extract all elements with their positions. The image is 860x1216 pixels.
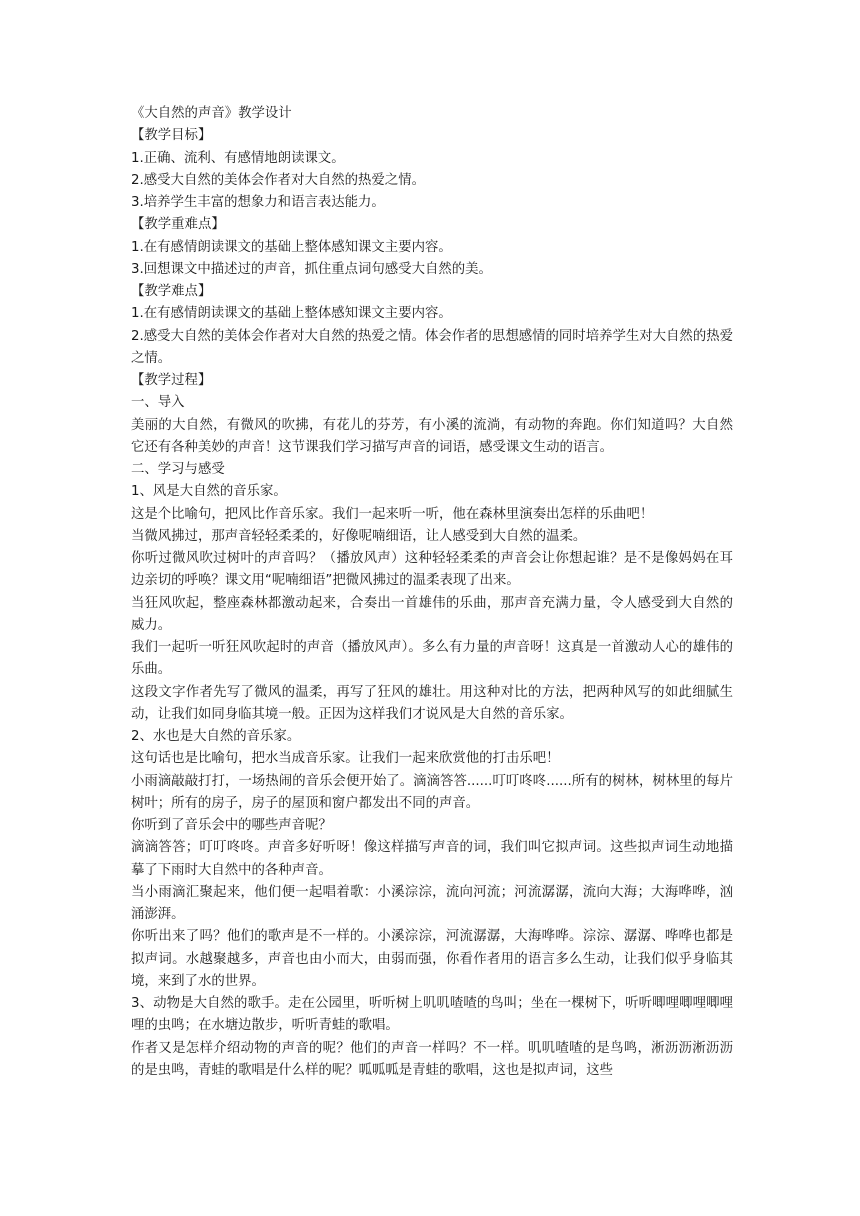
document-paragraph: 你听出来了吗？他们的歌声是不一样的。小溪淙淙，河流潺潺，大海哗哗。淙淙、潺潺、哗哗也都是拟声词。水越聚越多，声音也由小而大，由弱而强，你看作者用的语言多么生动，让我们似乎身临其境，来到了水的世界。 [131,929,733,989]
document-paragraph: 你听过微风吹过树叶的声音吗？（播放风声）这种轻轻柔柔的声音会让你想起谁？是不是像妈妈在耳边亲切的呼唤？课文用“呢喃细语”把微风拂过的温柔表现了出来。 [131,551,733,589]
document-paragraph: 这段文字作者先写了微风的温柔，再写了狂风的雄壮。用这种对比的方法，把两种风写的如此细腻生动，让我们如同身临其境一般。正因为这样我们才说风是大自然的音乐家。 [131,684,733,722]
document-paragraph: 2.感受大自然的美体会作者对大自然的热爱之情。体会作者的思想感情的同时培养学生对大自然的热爱之情。 [131,328,733,366]
document-paragraph: 【教学重难点】 [131,217,225,233]
document-paragraph: 小雨滴敲敲打打，一场热闹的音乐会便开始了。滴滴答答......叮叮咚咚......所有的树林，树林里的每片树叶；所有的房子，房子的屋顶和窗户都发出不同的声音。 [131,773,733,811]
document-title: 《大自然的声音》教学设计 [131,106,292,121]
document-paragraph: 你听到了音乐会中的哪些声音呢？ [131,818,332,833]
document-paragraph: 【教学难点】 [131,284,212,299]
document-paragraph: 二、学习与感受 [131,462,225,477]
document-paragraph: 1.正确、流利、有感情地朗读课文。 [131,150,345,166]
document-page [131,103,733,1082]
document-paragraph: 1.在有感情朗读课文的基础上整体感知课文主要内容。 [131,239,452,255]
document-paragraph: 这句话也是比喻句，把水当成音乐家。让我们一起来欣赏他的打击乐吧！ [131,751,560,767]
document-paragraph: 当狂风吹起，整座森林都激动起来，合奏出一首雄伟的乐曲，那声音充满力量，令人感受到大自然的威力。 [131,595,733,633]
document-paragraph: 滴滴答答；叮叮咚咚。声音多好听呀！像这样描写声音的词，我们叫它拟声词。这些拟声词生动地描摹了下雨时大自然中的各种声音。 [131,840,733,878]
document-paragraph: 当小雨滴汇聚起来，他们便一起唱着歌：小溪淙淙，流向河流；河流潺潺，流向大海；大海哗哗，汹涌澎湃。 [131,884,733,922]
document-paragraph: 【教学过程】 [131,373,212,388]
document-paragraph: 【教学目标】 [131,128,212,144]
document-paragraph: 3、动物是大自然的歌手。走在公园里，听听树上叽叽喳喳的鸟叫；坐在一棵树下，听听唧哩唧哩唧哩哩的虫鸣；在水塘边散步，听听青蛙的歌唱。 [131,996,733,1034]
document-paragraph: 3.培养学生丰富的想象力和语言表达能力。 [131,195,385,210]
document-paragraph: 2、水也是大自然的音乐家。 [131,729,301,744]
document-paragraph: 作者又是怎样介绍动物的声音的呢？他们的声音一样吗？不一样。叽叽喳喳的是鸟鸣，淅沥沥淅沥沥的是虫鸣，青蛙的歌唱是什么样的呢？呱呱呱是青蛙的歌唱，这也是拟声词，这些 [131,1040,733,1078]
document-body [131,125,733,1082]
document-paragraph: 3.回想课文中描述过的声音，抓住重点词句感受大自然的美。 [131,261,492,277]
document-paragraph: 1、风是大自然的音乐家。 [131,484,287,500]
document-paragraph: 2.感受大自然的美体会作者对大自然的热爱之情。 [131,172,425,188]
document-paragraph: 一、导入 [131,395,185,411]
document-paragraph: 这是个比喻句，把风比作音乐家。我们一起来听一听，他在森林里演奏出怎样的乐曲吧！ [131,506,654,522]
document-paragraph: 美丽的大自然，有微风的吹拂，有花儿的芬芳，有小溪的流淌，有动物的奔跑。你们知道吗？大自然它还有各种美妙的声音！这节课我们学习描写声音的词语，感受课文生动的语言。 [131,417,733,455]
document-paragraph: 1.在有感情朗读课文的基础上整体感知课文主要内容。 [131,306,452,322]
document-paragraph: 我们一起听一听狂风吹起时的声音（播放风声）。多么有力量的声音呀！这真是一首激动人心的雄伟的乐曲。 [131,640,733,678]
document-paragraph: 当微风拂过，那声音轻轻柔柔的，好像呢喃细语，让人感受到大自然的温柔。 [131,528,587,544]
